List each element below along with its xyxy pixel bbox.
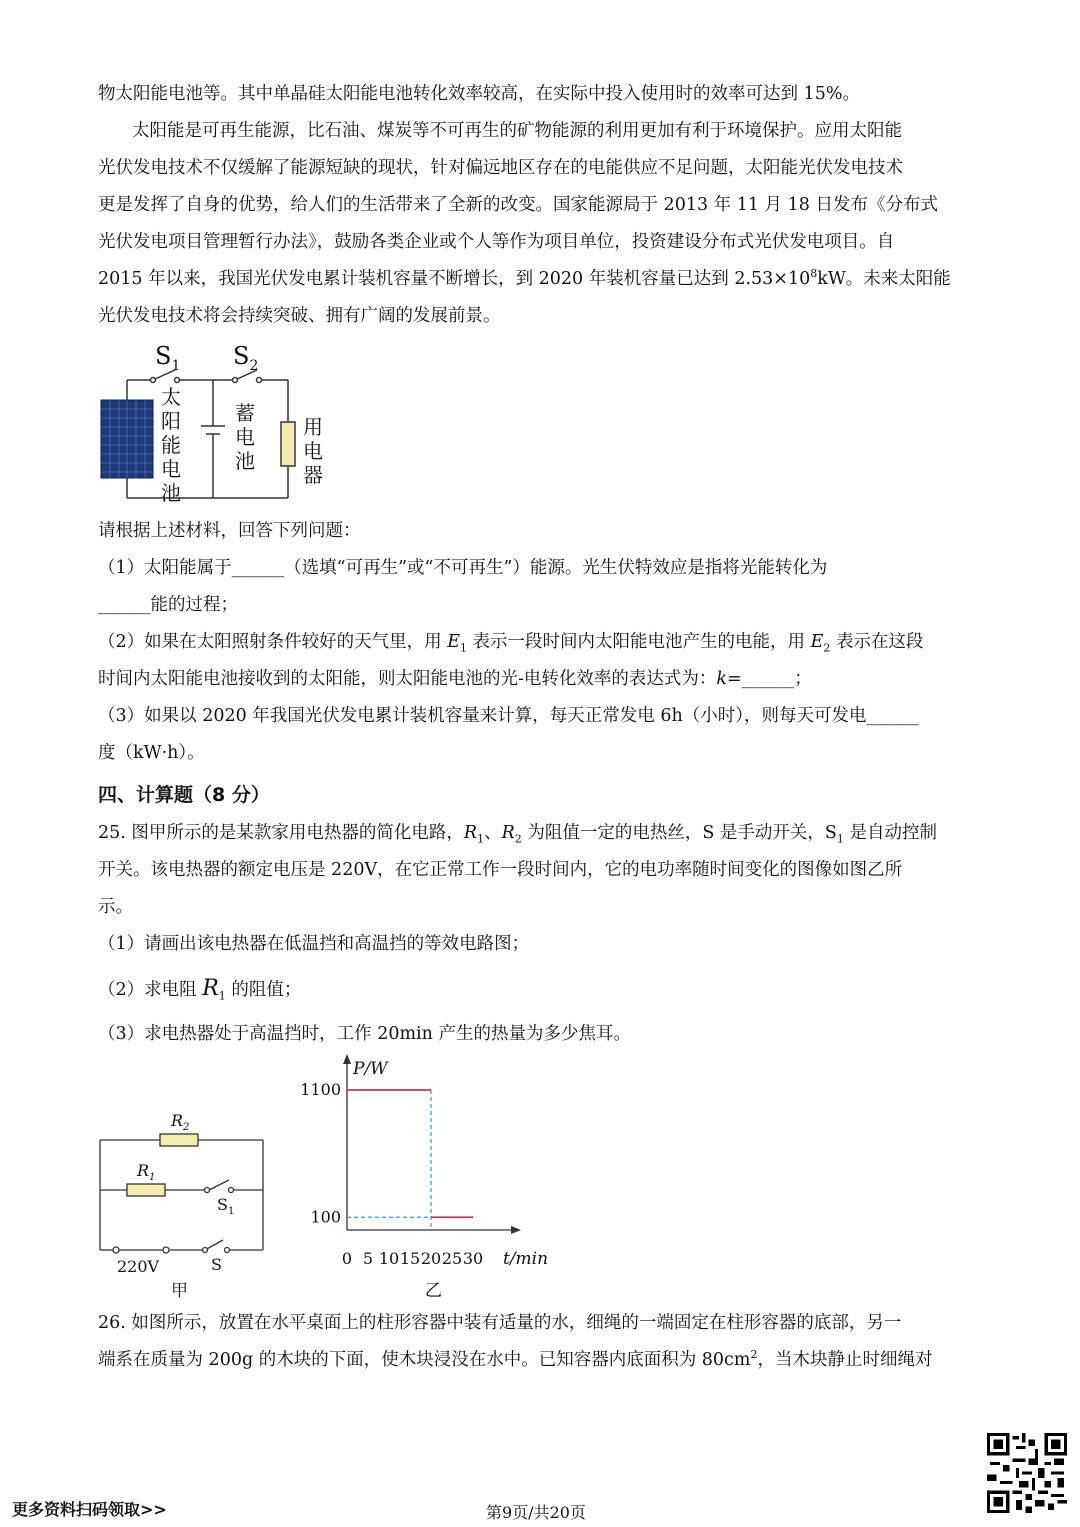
symbol-r1: R [202,976,219,1001]
subscript: 1 [477,832,485,846]
question-line: （3）求电热器处于高温挡时，工作 20min 产生的热量为多少焦耳。 [98,1024,631,1044]
question-line: 示。 [98,897,133,917]
paragraph-line: 太阳能是可再生能源，比石油、煤炭等不可再生的矿物能源的利用更加有利于环境保护。应用太阳能 [132,121,902,141]
subscript: 1 [218,989,226,1003]
battery-label-char: 电 [235,425,255,449]
y-tick-label: 100 [310,1207,341,1227]
question-line: （1）请画出该电热器在低温挡和高温挡的等效电路图； [98,934,530,954]
text: 时间内太阳能电池接收到的太阳能，则太阳能电池的光-电转化效率的表达式为： [98,669,717,689]
battery-label-char: 池 [235,449,255,473]
load-resistor [281,422,295,466]
x-tick-label: 30 [462,1249,484,1268]
resistor-r1 [127,1184,165,1196]
load-label-char: 用 [303,415,323,439]
more-resources-link[interactable]: 更多资料扫码领取>> [12,1500,167,1519]
switch-s2-label: $S_2$ [233,342,259,374]
y-axis-label: P/W [353,1059,388,1079]
text: =______； [727,669,812,689]
text: 2015 年以来，我国光伏发电累计装机容量不断增长，到 2020 年装机容量已达到 2.53×10 [98,269,811,289]
page-number: 第9页/共20页 [486,1503,586,1522]
x-tick-label: 15 [399,1249,421,1268]
text: 表示一段时间内太阳能电池产生的电能，用 [466,632,811,652]
question-line: ______能的过程； [98,595,238,615]
y-tick-label: 1100 [300,1080,341,1099]
solar-label-char: 能 [161,433,181,457]
text: ，当木块静止时细绳对 [757,1350,933,1370]
r1-label: $R_1$ [137,1161,156,1183]
solar-label-char: 太 [161,385,181,409]
paragraph-line [98,261,951,298]
paragraph-line: 物太阳能电池等。其中单晶硅太阳能电池转化效率较高，在实际中投入使用时的效率可达到 15%。 [98,84,860,104]
question-intro: 请根据上述材料，回答下列问题： [98,521,361,541]
paragraph-line: 更是发挥了自身的优势，给人们的生活带来了全新的改变。国家能源局于 2013 年 11 月 18 日发布《分布式 [98,195,938,215]
qr-code-icon[interactable] [987,1433,1067,1513]
question-line [98,970,301,1009]
load-label-char: 器 [303,463,323,487]
solar-label-char: 阳 [161,409,181,433]
battery-label-char: 蓄 [235,401,255,425]
x-axis-label: t/min [503,1249,549,1269]
text: （2）求电阻 [98,980,203,1000]
question-line: 开关。该电热器的额定电压是 220V，在它正常工作一段时间内，它的电功率随时间变化的图像如图乙所 [98,860,903,880]
load-label-char: 电 [303,439,323,463]
s-label: S [211,1255,222,1274]
text: （2）如果在太阳照射条件较好的天气里，用 [98,632,448,652]
superscript: 2 [750,1348,758,1362]
paragraph-line: 光伏发电项目管理暂行办法》，鼓励各类企业或个人等作为项目单位，投资建设分布式光伏发电项目。自 [98,232,895,252]
question-line [98,1342,932,1379]
symbol-k: k [716,669,728,689]
y-axis-arrow [343,1054,351,1064]
x-tick-label: 20 [420,1249,442,1268]
question-line [98,815,937,852]
symbol-r2: R [501,823,515,843]
text: kW。未来太阳能 [817,269,951,289]
text: 、 [484,823,502,843]
question-line: 度（kW·h）。 [98,743,205,763]
subscript: 1 [836,832,844,846]
text: 为阻值一定的电热丝，S 是手动开关，S [521,823,837,843]
symbol-e2: E [810,632,824,652]
subscript: 2 [514,832,522,846]
solar-label-char: 电 [161,457,181,481]
symbol-e1: E [447,632,460,652]
figure-caption: 乙 [425,1281,442,1300]
text: 端系在质量为 200g 的木块的下面，使木块浸没在水中。已知容器内底面积为 80cm [98,1350,751,1370]
solar-circuit-diagram [95,338,335,508]
question-line: （1）太阳能属于______（选填“可再生”或“不可再生”）能源。光生伏特效应是指将光能转化为 [98,558,828,578]
question-line: （3）如果以 2020 年我国光伏发电累计装机容量来计算，每天正常发电 6h（小时），则每天可发电______ [98,706,920,726]
paragraph-line: 光伏发电技术将会持续突破、拥有广阔的发展前景。 [98,306,501,326]
paragraph-line: 光伏发电技术不仅缓解了能源短缺的现状，针对偏远地区存在的电能供应不足问题，太阳能光伏发电技术 [98,158,903,178]
subscript: 1 [459,641,467,655]
solar-label-char: 池 [161,481,181,505]
symbol-r1: R [463,823,478,843]
text: 的阻值； [225,980,302,1000]
heater-circuit-diagram [95,1100,275,1300]
power-time-chart [295,1050,565,1300]
question-line [98,624,923,661]
switch-s1-label: $S_1$ [155,342,181,374]
r2-label: $R_2$ [171,1111,190,1133]
x-tick-label: 25 [441,1249,463,1268]
x-tick-label: 5 [362,1249,374,1268]
s1-label: $S_1$ [217,1195,235,1217]
voltage-label: 220V [117,1257,160,1276]
subscript: 2 [823,641,831,655]
x-tick-label: 0 [341,1249,353,1268]
question-line: 26. 如图所示，放置在水平桌面上的柱形容器中装有适量的水，细绳的一端固定在柱形容器的底部，另一 [98,1313,902,1333]
question-line [98,661,812,698]
text: 是自动控制 [843,823,937,843]
x-tick-label: 10 [378,1249,400,1268]
text: 表示在这段 [830,632,924,652]
section-heading: 四、计算题（8 分） [98,784,270,806]
x-axis-arrow [511,1226,521,1234]
text: 25. 图甲所示的是某款家用电热器的简化电路， [98,823,464,843]
resistor-r2 [160,1134,198,1146]
superscript: 8 [810,267,818,281]
figure-caption: 甲 [171,1281,188,1300]
